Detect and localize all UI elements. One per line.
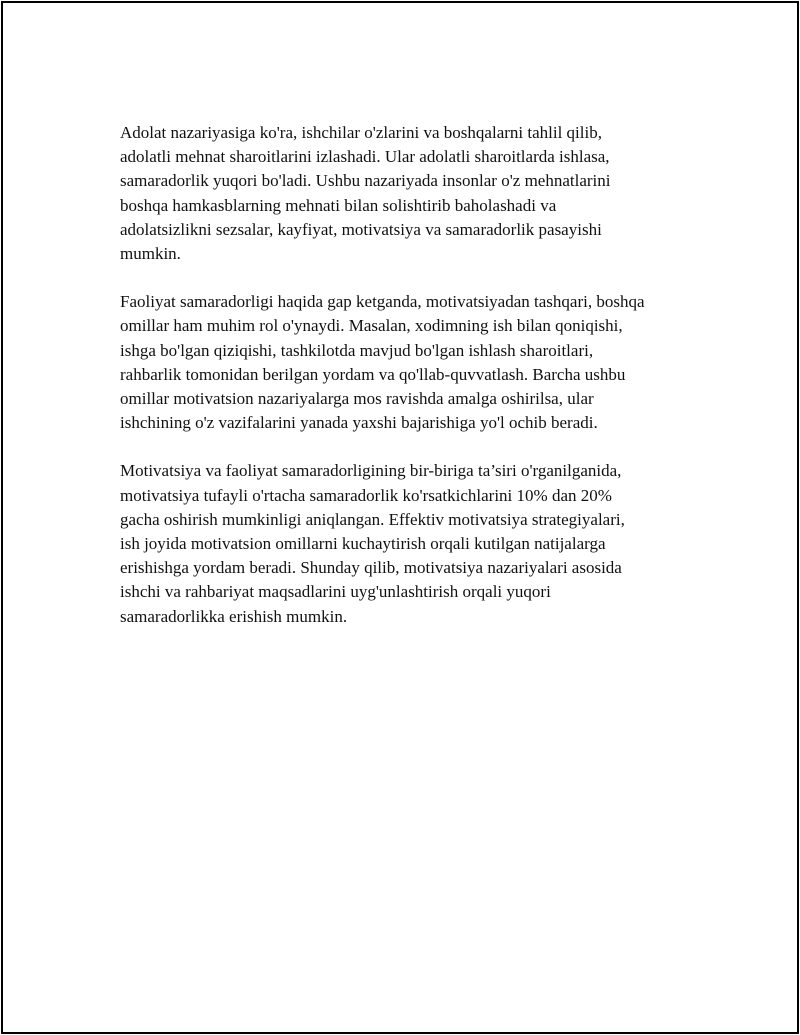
- paragraph-1: [120, 121, 700, 266]
- document-body: [120, 121, 700, 653]
- page-frame: [1, 1, 799, 1034]
- text-line: Motivatsiya va faoliyat samaradorligining bir-biriga ta’siri o'rganilganida,: [120, 461, 622, 481]
- text-line: boshqa hamkasblarning mehnati bilan solishtirib baholashadi va: [120, 195, 557, 215]
- text-line: mumkin.: [120, 244, 181, 264]
- text-line: erishishga yordam beradi. Shunday qilib, motivatsiya nazariyalari asosida: [120, 558, 622, 578]
- text-line: adolatsizlikni sezsalar, kayfiyat, motivatsiya va samaradorlik pasayishi: [120, 219, 602, 239]
- text-line: omillar motivatsion nazariyalarga mos ravishda amalga oshirilsa, ular: [120, 389, 594, 409]
- text-line: Faoliyat samaradorligi haqida gap ketganda, motivatsiyadan tashqari, boshqa: [120, 292, 645, 312]
- paragraph-3: [120, 459, 700, 628]
- text-line: ishga bo'lgan qiziqishi, tashkilotda mavjud bo'lgan ishlash sharoitlari,: [120, 340, 594, 360]
- text-line: ishchining o'z vazifalarini yanada yaxshi bajarishiga yo'l ochib beradi.: [120, 413, 598, 433]
- text-line: adolatli mehnat sharoitlarini izlashadi. Ular adolatli sharoitlarda ishlasa,: [120, 147, 610, 167]
- text-line: gacha oshirish mumkinligi aniqlangan. Effektiv motivatsiya strategiyalari,: [120, 509, 625, 529]
- text-line: samaradorlik yuqori bo'ladi. Ushbu nazariyada insonlar o'z mehnatlarini: [120, 171, 611, 191]
- text-line: Adolat nazariyasiga ko'ra, ishchilar o'zlarini va boshqalarni tahlil qilib,: [120, 123, 602, 142]
- text-line: ish joyida motivatsion omillarni kuchaytirish orqali kutilgan natijalarga: [120, 534, 606, 554]
- text-line: omillar ham muhim rol o'ynaydi. Masalan, xodimning ish bilan qoniqishi,: [120, 316, 623, 336]
- text-line: ishchi va rahbariyat maqsadlarini uyg'unlashtirish orqali yuqori: [120, 582, 551, 602]
- text-line: motivatsiya tufayli o'rtacha samaradorlik ko'rsatkichlarini 10% dan 20%: [120, 485, 612, 505]
- paragraph-2: [120, 290, 700, 435]
- text-line: samaradorlikka erishish mumkin.: [120, 606, 348, 626]
- text-line: rahbarlik tomonidan berilgan yordam va qo'llab-quvvatlash. Barcha ushbu: [120, 364, 626, 384]
